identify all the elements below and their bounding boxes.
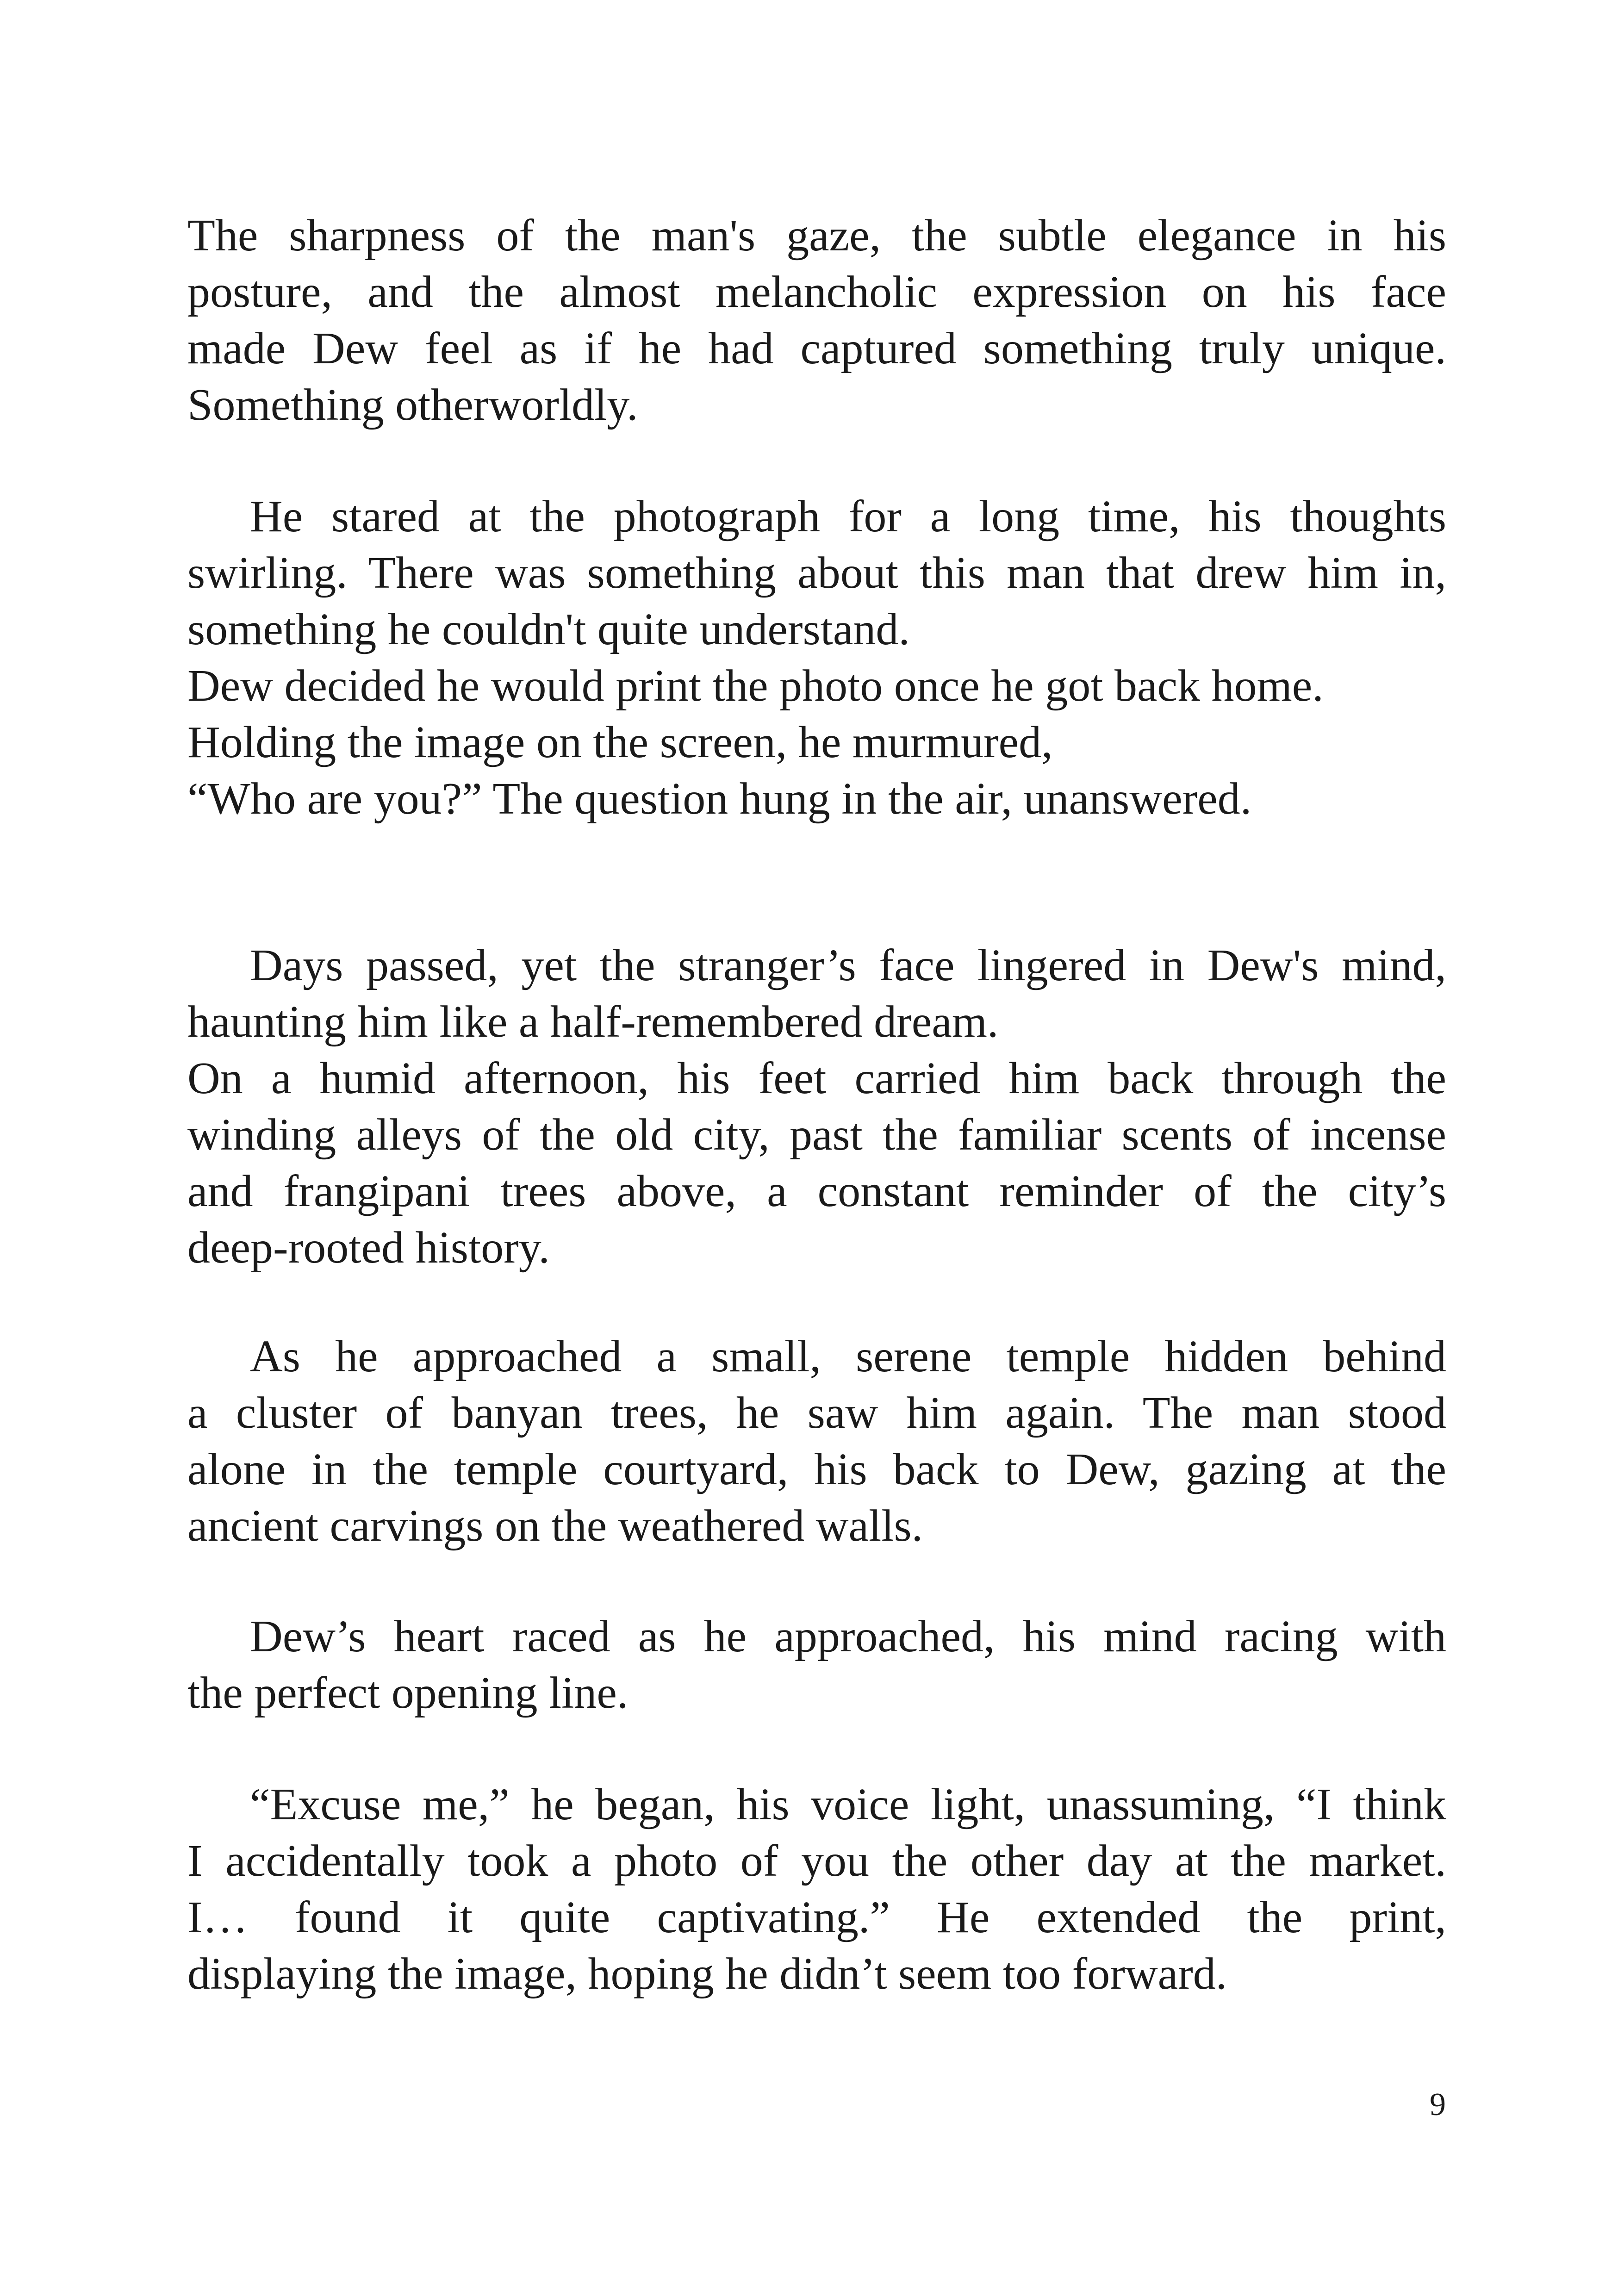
paragraph-1: [187, 207, 1446, 433]
paragraph-line: posture, and the almost melancholic expression on his face: [187, 267, 1446, 317]
paragraph-5: [187, 1608, 1446, 1721]
paragraph-line: “Who are you?” The question hung in the air, unanswered.: [187, 774, 1252, 824]
paragraph-4: [187, 1328, 1446, 1554]
paragraph-line: something he couldn't quite understand.: [187, 604, 910, 654]
paragraph-line: Dew’s heart raced as he approached, his mind racing with: [250, 1612, 1446, 1661]
paragraph-line: and frangipani trees above, a constant reminder of the city’s: [187, 1166, 1446, 1216]
paragraph-line: He stared at the photograph for a long time, his thoughts: [250, 492, 1446, 541]
paragraph-line: Dew decided he would print the photo once he got back home.: [187, 661, 1324, 711]
paragraph-line: the perfect opening line.: [187, 1668, 629, 1718]
paragraph-line: ancient carvings on the weathered walls.: [187, 1501, 923, 1551]
paragraph-line: I… found it quite captivating.” He extended the print,: [187, 1892, 1446, 1942]
paragraph-line: deep-rooted history.: [187, 1223, 550, 1273]
paragraph-line: As he approached a small, serene temple hidden behind: [250, 1332, 1446, 1381]
paragraph-3: [187, 937, 1446, 1276]
paragraph-line: The sharpness of the man's gaze, the subtle elegance in his: [187, 211, 1446, 261]
paragraph-line: winding alleys of the old city, past the familiar scents of incense: [187, 1110, 1446, 1160]
paragraph-line: On a humid afternoon, his feet carried him back through the: [187, 1053, 1446, 1103]
paragraph-line: swirling. There was something about this man that drew him in,: [187, 548, 1446, 598]
paragraph-line: Days passed, yet the stranger’s face lingered in Dew's mind,: [250, 940, 1446, 990]
paragraph-line: “Excuse me,” he began, his voice light, unassuming, “I think: [250, 1780, 1446, 1829]
paragraph-6: [187, 1776, 1446, 2002]
paragraph-line: haunting him like a half-remembered dream.: [187, 997, 999, 1047]
paragraph-line: Holding the image on the screen, he murmured,: [187, 717, 1053, 767]
paragraph-line: made Dew feel as if he had captured something truly unique.: [187, 324, 1446, 373]
paragraph-line: I accidentally took a photo of you the other day at the market.: [187, 1836, 1446, 1886]
page-number: 9: [1430, 2087, 1446, 2122]
paragraph-line: displaying the image, hoping he didn’t seem too forward.: [187, 1949, 1227, 1999]
paragraph-line: alone in the temple courtyard, his back to Dew, gazing at the: [187, 1444, 1446, 1494]
paragraph-2: [187, 488, 1446, 827]
paragraph-line: Something otherworldly.: [187, 380, 638, 430]
paragraph-line: a cluster of banyan trees, he saw him again. The man stood: [187, 1388, 1446, 1438]
